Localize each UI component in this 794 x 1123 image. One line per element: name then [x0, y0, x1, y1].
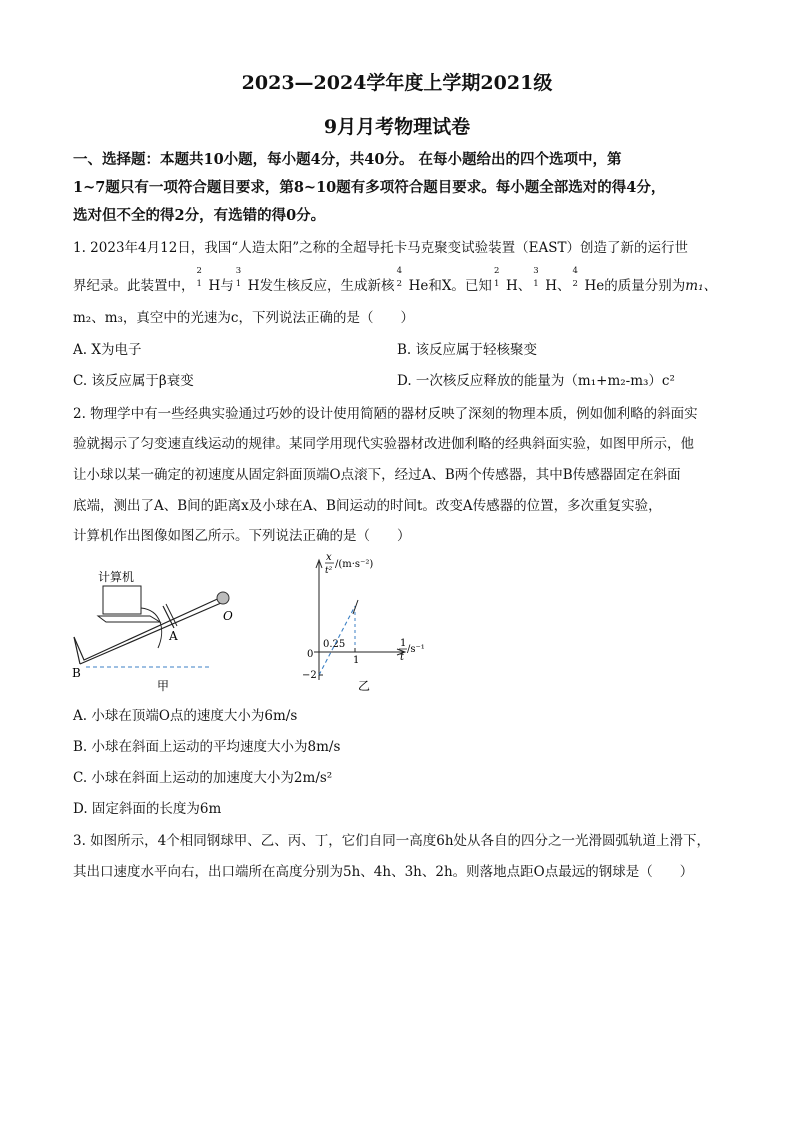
figure-jia-incline-apparatus — [66, 560, 246, 695]
computer-monitor-icon — [103, 586, 141, 614]
q2-stem-line2: 验就揭示了匀变速直线运动的规律。某同学用现代实验器材改进伽利略的经典斜面实验，如图甲所示，他 — [73, 436, 694, 452]
q1-text-part: H与 — [208, 278, 234, 294]
figure-yi-caption: 乙 — [358, 679, 371, 693]
q2-stem-line5: 计算机作出图像如图乙所示。下列说法正确的是（ ） — [73, 528, 411, 544]
q1-option-c[interactable]: C. 该反应属于β衰变 — [73, 373, 194, 389]
q1-text-part: He的质量分别为 — [584, 278, 686, 294]
q2-option-d[interactable]: D. 固定斜面的长度为6m — [73, 801, 222, 817]
nuclide-deuterium: 2 1 — [493, 266, 500, 289]
q1-text-part: 界纪录。此装置中， — [73, 278, 195, 294]
page-subtitle: 9月月考物理试卷 — [323, 116, 471, 138]
q1-stem-line2 — [73, 266, 717, 294]
tick-label-0-25: 0.25 — [323, 639, 346, 650]
origin-label: 0 — [307, 649, 314, 660]
cable-line — [141, 608, 162, 648]
figure-yi-graph — [296, 550, 436, 695]
nuclide-helium: 4 2 — [396, 266, 402, 289]
ball-icon — [217, 592, 229, 604]
q2-option-b[interactable]: B. 小球在斜面上运动的平均速度大小为8m/s — [73, 739, 341, 755]
q2-stem-line4: 底端，测出了A、B间的距离x及小球在A、B间运动的时间t。改变A传感器的位置，多次重复实验， — [73, 498, 662, 514]
nuclide-tritium: 3 1 — [235, 266, 242, 289]
computer-label: 计算机 — [98, 570, 135, 584]
data-line-solid-end — [353, 600, 358, 614]
q1-option-a[interactable]: A. X为电子 — [73, 342, 142, 358]
x-axis-label-numerator: 1 — [400, 638, 407, 649]
q1-stem-line3: m₂、m₃，真空中的光速为c，下列说法正确的是（ ） — [73, 310, 414, 326]
page-title: 2023—2024学年度上学期2021级 — [241, 72, 553, 94]
q1-text-part: He和X。已知 — [408, 278, 492, 294]
q1-option-d[interactable]: D. 一次核反应释放的能量为（m₁+m₂-m₃）c² — [397, 373, 675, 389]
q1-text-part: H发生核反应，生成新核 — [247, 278, 395, 294]
q1-text-part: m₁、 — [685, 278, 717, 294]
q3-stem-line2: 其出口速度水平向右，出口端所在高度分别为5h、4h、3h、2h。则落地点距O点最远的钢球是（ ） — [73, 864, 694, 880]
y-axis-label-denominator: t² — [325, 566, 333, 576]
q2-option-a[interactable]: A. 小球在顶端O点的速度大小为6m/s — [73, 708, 298, 724]
incline-surface — [80, 600, 228, 664]
figure-jia-caption: 甲 — [157, 679, 170, 693]
incline-end — [74, 637, 80, 664]
nuclide-deuterium: 2 1 — [196, 266, 202, 289]
x-axis-label-denominator: t — [400, 652, 405, 663]
tick-label-1: 1 — [353, 655, 360, 666]
q3-stem-line1: 3. 如图所示，4个相同钢球甲、乙、丙、丁，它们自同一高度6h处从各自的四分之一光滑圆弧轨道上滑下， — [73, 833, 711, 849]
y-axis-unit: /(m·s⁻²) — [335, 559, 374, 570]
nuclide-helium: 4 2 — [572, 266, 578, 289]
q1-text-part: H、 — [545, 278, 571, 294]
section-instructions-line2: 1~7题只有一项符合题目要求，第8~10题有多项符合题目要求。每小题全部选对的得4分， — [73, 179, 666, 196]
q1-stem-line1: 1. 2023年4月12日，我国“人造太阳”之称的全超导托卡马克聚变试验装置（EAST）创造了新的运行世 — [73, 240, 688, 256]
y-axis-label-numerator: x — [326, 552, 332, 563]
tick-label-neg2: −2 — [302, 670, 317, 681]
q2-option-c[interactable]: C. 小球在斜面上运动的加速度大小为2m/s² — [73, 770, 333, 786]
keyboard-icon — [98, 616, 160, 622]
q1-option-b[interactable]: B. 该反应属于轻核聚变 — [397, 342, 538, 358]
q2-stem-line1: 2. 物理学中有一些经典实验通过巧妙的设计使用简陋的器材反映了深刻的物理本质，例如伽利略的斜面实 — [73, 406, 698, 422]
q2-stem-line3: 让小球以某一确定的初速度从固定斜面顶端O点滚下，经过A、B两个传感器，其中B传感器固定在斜面 — [73, 467, 681, 483]
nuclide-tritium: 3 1 — [533, 266, 539, 289]
section-instructions-line3: 选对但不全的得2分，有选错的得0分。 — [73, 207, 326, 224]
section-instructions-line1: 一、选择题：本题共10小题，每小题4分，共40分。 在每小题给出的四个选项中，第 — [73, 151, 622, 168]
label-o: O — [223, 609, 233, 623]
label-b: B — [72, 666, 81, 680]
q1-text-part: H、 — [505, 278, 532, 294]
x-axis-unit: /s⁻¹ — [407, 644, 425, 655]
incline-frame — [74, 596, 224, 660]
label-a: A — [169, 629, 178, 643]
